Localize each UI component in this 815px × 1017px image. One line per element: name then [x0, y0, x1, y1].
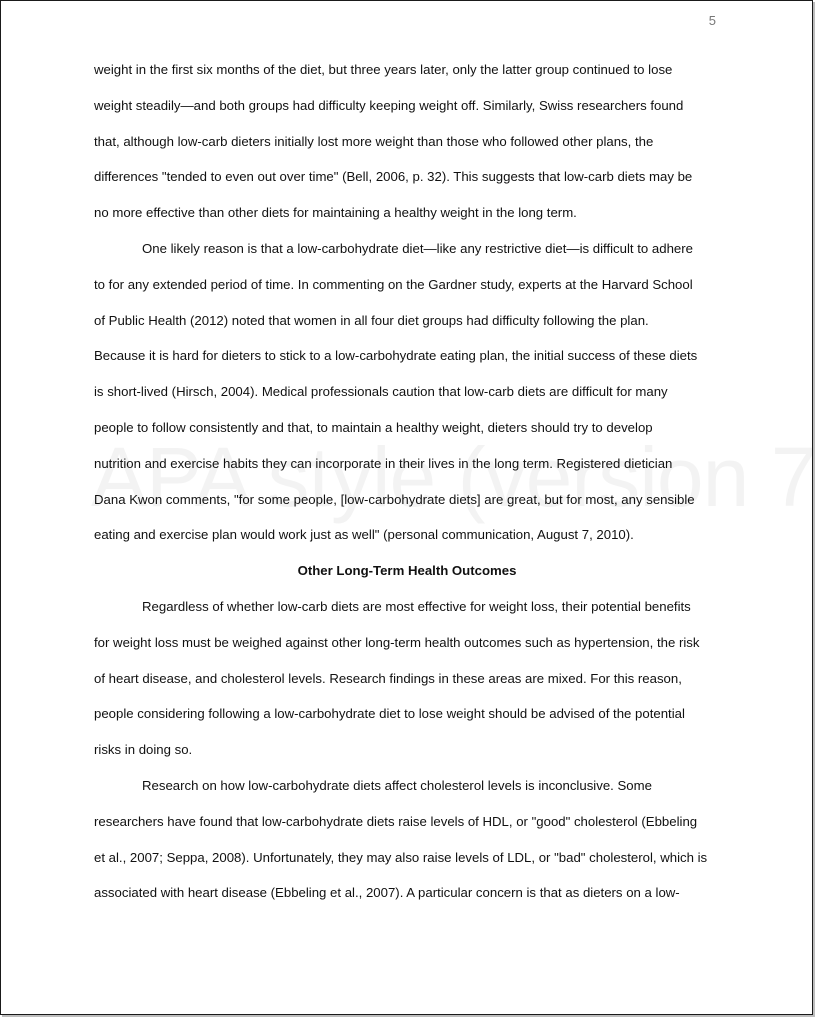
paragraph-line: nutrition and exercise habits they can incorporate in their lives in the long term. Registered dietician — [94, 455, 673, 471]
paragraph-line: of Public Health (2012) noted that women in all four diet groups had difficulty following the plan. — [94, 312, 649, 328]
paragraph-line: weight steadily—and both groups had difficulty keeping weight off. Similarly, Swiss researchers found — [94, 97, 684, 113]
paragraph-line: people considering following a low-carbohydrate diet to lose weight should be advised of the potential — [94, 706, 685, 722]
paragraph-line: Dana Kwon comments, "for some people, [low-carbohydrate diets] are great, but for most, any sensible — [94, 491, 695, 507]
paragraph-line: researchers have found that low-carbohydrate diets raise levels of HDL, or "good" cholesterol (Ebbeling — [94, 813, 698, 829]
paragraph-line: differences "tended to even out over time" (Bell, 2006, p. 32). This suggests that low-carb diets may be — [94, 169, 693, 185]
section-after-heading — [94, 589, 720, 911]
paragraph-line: to for any extended period of time. In commenting on the Gardner study, experts at the Harvard School — [94, 276, 693, 292]
paragraph-line: is short-lived (Hirsch, 2004). Medical professionals caution that low-carb diets are difficult for many — [94, 384, 668, 400]
paragraph-line — [94, 768, 720, 804]
paragraph-line: people to follow consistently and that, to maintain a healthy weight, dieters should try to develop — [94, 419, 653, 435]
paragraph-line: that, although low-carb dieters initially lost more weight than those who followed other plans, the — [94, 133, 654, 149]
paragraph-line: for weight loss must be weighed against other long-term health outcomes such as hypertension, the risk — [94, 634, 700, 650]
paragraph-line-text: Regardless of whether low-carb diets are most effective for weight loss, their potential benefits — [142, 598, 691, 614]
document-body — [94, 52, 720, 911]
section-heading: Other Long-Term Health Outcomes — [297, 563, 517, 579]
page-number: 5 — [708, 13, 716, 28]
paragraph-line: associated with heart disease (Ebbeling et al., 2007). A particular concern is that as dieters on a low- — [94, 885, 680, 901]
paragraph-line: of heart disease, and cholesterol levels. Research findings in these areas are mixed. For this reason, — [94, 670, 682, 686]
paragraph — [94, 52, 720, 231]
paragraph-line-text: One likely reason is that a low-carbohydrate diet—like any restrictive diet—is difficult to adhere — [142, 240, 693, 256]
paragraph — [94, 589, 720, 768]
paragraph-line: risks in doing so. — [94, 742, 193, 758]
paragraph-line: Because it is hard for dieters to stick to a low-carbohydrate eating plan, the initial success of these diets — [94, 348, 698, 364]
paragraph — [94, 768, 720, 911]
section-before-heading — [94, 52, 720, 553]
paragraph-line — [94, 231, 720, 267]
paragraph-line — [94, 589, 720, 625]
paragraph-line: no more effective than other diets for maintaining a healthy weight in the long term. — [94, 205, 577, 221]
paragraph-line: weight in the first six months of the diet, but three years later, only the latter group continued to lose — [94, 62, 673, 77]
paragraph — [94, 231, 720, 553]
paragraph-line: et al., 2007; Seppa, 2008). Unfortunately, they may also raise levels of LDL, or "bad" cholesterol, which is — [94, 849, 708, 865]
paragraph-line-text: Research on how low-carbohydrate diets affect cholesterol levels is inconclusive. Some — [142, 777, 652, 793]
paragraph-line: eating and exercise plan would work just as well" (personal communication, August 7, 2010). — [94, 527, 634, 543]
